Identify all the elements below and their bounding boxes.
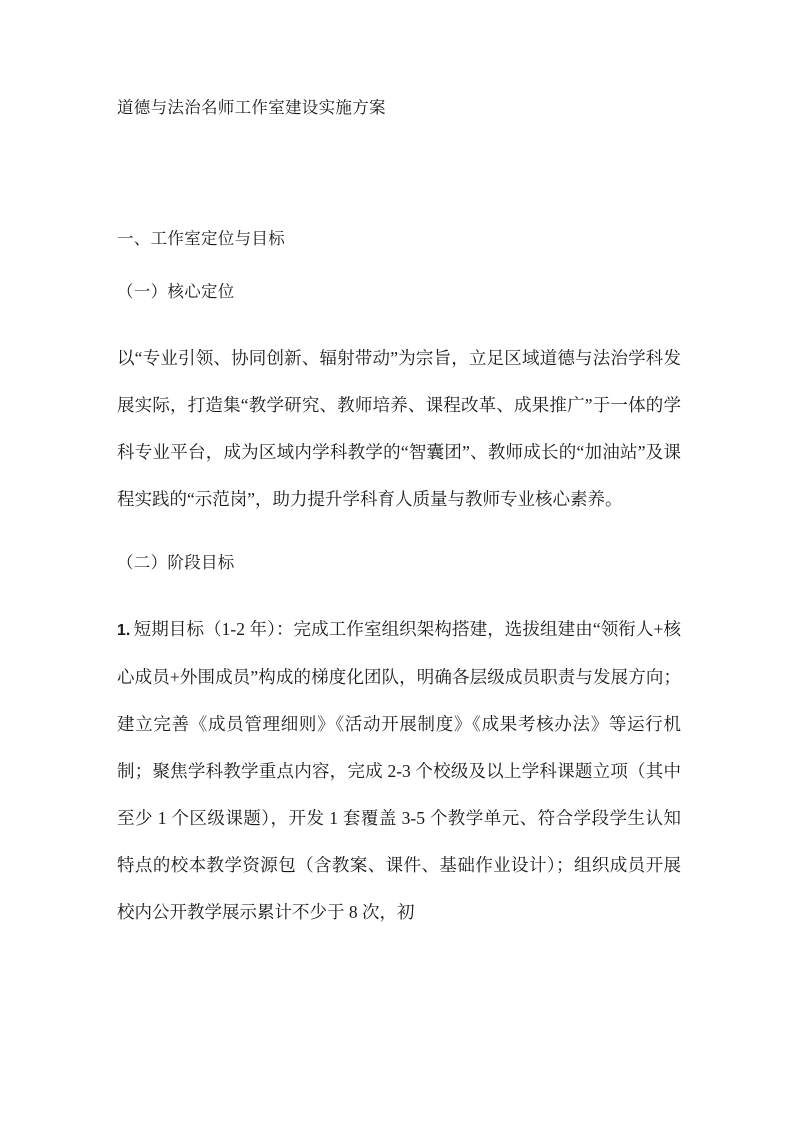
list-item-number: 1.: [117, 622, 134, 639]
list-item-text: 短期目标（1-2 年）：完成工作室组织架构搭建，选拔组建由“领衔人+核心成员+外围成员”构成的梯度化团队，明确各层级成员职责与发展方向；建立完善《成员管理细则》《活动开展制度》《成果考核办法》等运行机制；聚焦学科教学重点内容，完成 2-3 个校级及以上学科课题立项（其中至少 1 个区级课题），开发 1 套覆盖 3-5 个教学单元、符合学段学生认知特点的校本教学资源包（含教案、课件、基础作业设计）；组织成员开展校内公开教学展示累计不少于 8 次，初: [117, 619, 681, 922]
document-content: [117, 96, 681, 936]
list-item-short-term-goal: [117, 606, 681, 936]
spacer-after-heading-2b: [117, 576, 681, 606]
spacer-after-heading-2a: [117, 304, 681, 335]
spacer-after-heading-1: [117, 252, 681, 280]
heading-level-2-core-positioning: （一）核心定位: [117, 282, 235, 301]
page-title: 道德与法治名师工作室建设实施方案: [117, 99, 386, 117]
spacer-after-core-paragraph: [117, 523, 681, 551]
paragraph-core-positioning: 以“专业引领、协同创新、辐射带动”为宗旨，立足区域道德与法治学科发展实际，打造集“教学研究、教师培养、课程改革、成果推广”于一体的学科专业平台，成为区域内学科教学的“智囊团”、教师成长的“加油站”及课程实践的“示范岗”，助力提升学科育人质量与教师专业核心素养。: [117, 348, 681, 510]
spacer-after-title: [117, 121, 681, 227]
heading-level-2-stage-goals: （二）阶段目标: [117, 554, 235, 573]
heading-level-1: 一、工作室定位与目标: [117, 229, 285, 248]
